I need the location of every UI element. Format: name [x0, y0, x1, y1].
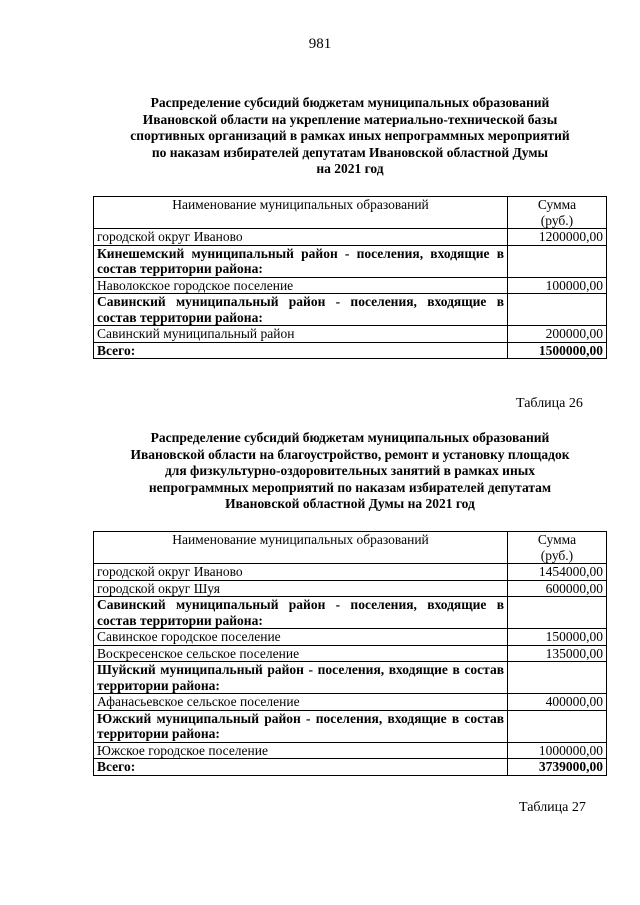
table-row: [94, 742, 607, 759]
row-name: Савинский муниципальный район - поселения, входящие в состав территории района:: [94, 597, 508, 629]
row-name: городской округ Шуя: [94, 580, 508, 597]
total-amount: 1500000,00: [508, 342, 607, 359]
table-row: [94, 645, 607, 662]
sum-unit: (руб.): [540, 547, 574, 563]
title-line: спортивных организаций в рамках иных непрограммных мероприятий: [130, 128, 570, 143]
page-number: 981: [308, 36, 332, 52]
title-line: Распределение субсидий бюджетам муниципальных образований: [150, 430, 550, 445]
section2-title: [95, 430, 605, 513]
row-name: Савинский муниципальный район - поселения, входящие в состав территории района:: [94, 294, 508, 326]
row-name: Кинешемский муниципальный район - поселения, входящие в состав территории района:: [94, 245, 508, 277]
row-amount: 100000,00: [508, 277, 607, 294]
sum-label: Сумма: [537, 532, 577, 547]
row-amount: [508, 294, 607, 326]
row-amount: 400000,00: [508, 694, 607, 711]
row-name: Наволокское городское поселение: [94, 277, 508, 294]
row-amount: [508, 245, 607, 277]
row-amount: 1454000,00: [508, 564, 607, 581]
total-row: [94, 759, 607, 776]
section1-title: [95, 95, 605, 178]
column-header-name: Наименование муниципальных образований: [94, 197, 508, 229]
row-amount: 1200000,00: [508, 229, 607, 246]
title-line: Ивановской области на укрепление материально-технической базы: [142, 111, 558, 127]
title-line: для физкультурно-оздоровительных занятий в рамках иных: [164, 463, 536, 478]
table-row: [94, 580, 607, 597]
row-name: Шуйский муниципальный район - поселения, входящие в состав территории района:: [94, 662, 508, 694]
table-number-label: Таблица 27: [519, 800, 586, 815]
table-row: [94, 326, 607, 343]
row-name: Савинское городское поселение: [94, 629, 508, 646]
total-label: Всего:: [94, 342, 508, 359]
row-amount: [508, 597, 607, 629]
section1-table: [93, 196, 607, 359]
row-name: Савинский муниципальный район: [94, 326, 508, 343]
section2-table: [93, 531, 607, 776]
row-amount: 200000,00: [508, 326, 607, 343]
total-row: [94, 342, 607, 359]
table-row: [94, 277, 607, 294]
row-amount: [508, 662, 607, 694]
row-amount: 135000,00: [508, 645, 607, 662]
table-row-group: [94, 597, 607, 629]
title-line: Ивановской областной Думы на 2021 год: [225, 496, 475, 511]
column-header-name: Наименование муниципальных образований: [94, 532, 508, 564]
table-row-group: [94, 662, 607, 694]
row-amount: 1000000,00: [508, 742, 607, 759]
row-amount: [508, 710, 607, 742]
row-name: Воскресенское сельское поселение: [94, 645, 508, 662]
column-header-sum: [508, 197, 607, 229]
sum-label: Сумма: [537, 197, 577, 212]
table-row-group: [94, 710, 607, 742]
total-amount: 3739000,00: [508, 759, 607, 776]
row-amount: 150000,00: [508, 629, 607, 646]
row-name: Южский муниципальный район - поселения, входящие в состав территории района:: [94, 710, 508, 742]
title-line: на 2021 год: [316, 161, 384, 176]
row-amount: 600000,00: [508, 580, 607, 597]
title-line: непрограммных мероприятий по наказам избирателей депутатам: [148, 479, 552, 495]
column-header-sum: [508, 532, 607, 564]
sum-unit: (руб.): [540, 212, 574, 228]
row-name: Южское городское поселение: [94, 742, 508, 759]
row-name: городской округ Иваново: [94, 229, 508, 246]
row-name: городской округ Иваново: [94, 564, 508, 581]
table-row: [94, 564, 607, 581]
table-row-group: [94, 294, 607, 326]
row-name: Афанасьевское сельское поселение: [94, 694, 508, 711]
table-row: [94, 629, 607, 646]
table-row: [94, 694, 607, 711]
title-line: Ивановской области на благоустройство, ремонт и установку площадок: [130, 446, 570, 462]
table-number-label: Таблица 26: [516, 396, 583, 411]
total-label: Всего:: [94, 759, 508, 776]
title-line: Распределение субсидий бюджетам муниципальных образований: [150, 95, 550, 110]
table-row: [94, 229, 607, 246]
table-row-group: [94, 245, 607, 277]
title-line: по наказам избирателей депутатам Ивановской областной Думы: [151, 144, 549, 160]
